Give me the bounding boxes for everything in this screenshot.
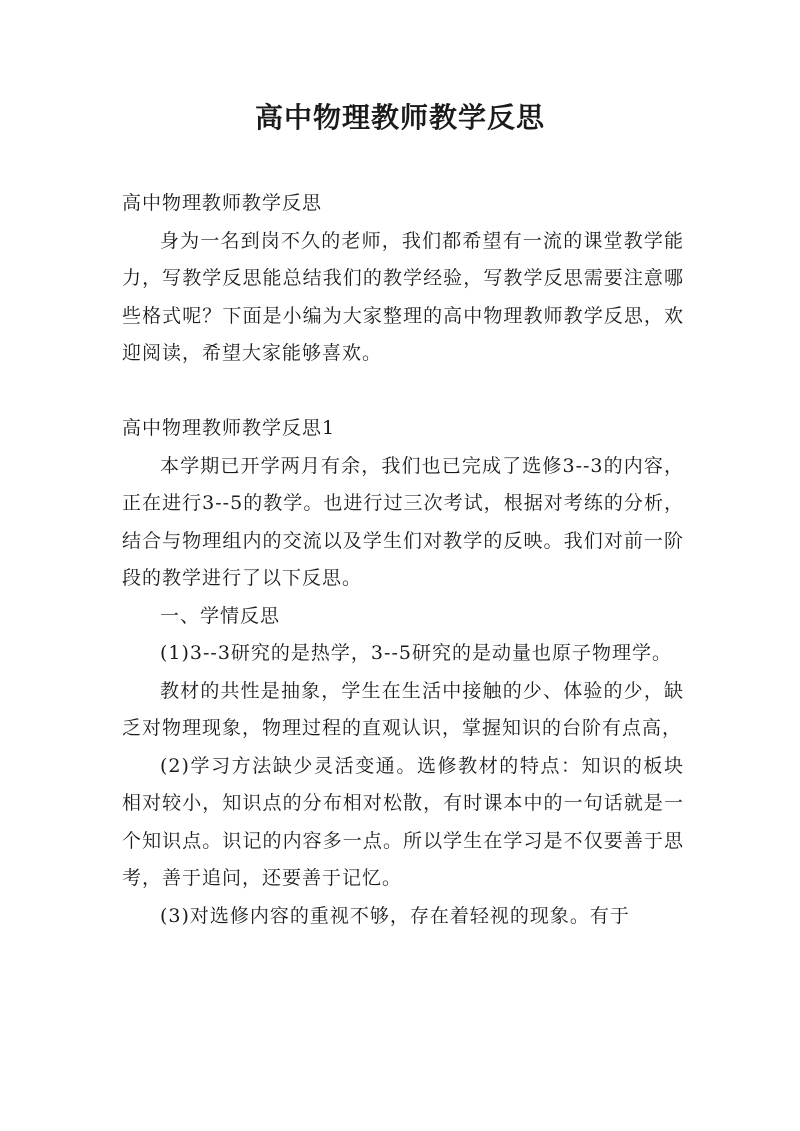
document-body bbox=[122, 185, 684, 935]
intro-heading: 高中物理教师教学反思 bbox=[122, 192, 323, 214]
paragraph-spacer bbox=[122, 373, 684, 411]
section1-paragraph: (1)3--3研究的是热学，3--5研究的是动量也原子物理学。 bbox=[160, 642, 672, 664]
section1-paragraph: (3)对选修内容的重视不够，存在着轻视的现象。有于 bbox=[160, 904, 630, 927]
document-title: 高中物理教师教学反思 bbox=[254, 101, 545, 134]
section1-heading: 高中物理教师教学反思1 bbox=[122, 417, 336, 439]
section1-paragraph: 教材的共性是抽象，学生在生活中接触的少、体验的少，缺乏对物理现象，物理过程的直观认识，掌握知识的台阶有点高， bbox=[122, 679, 684, 739]
subsection-heading: 一、学情反思 bbox=[160, 604, 281, 627]
intro-paragraph: 身为一名到岗不久的老师，我们都希望有一流的课堂教学能力，写教学反思能总结我们的教学经验，写教学反思需要注意哪些格式呢？下面是小编为大家整理的高中物理教师教学反思，欢迎阅读，希望大家能够喜欢。 bbox=[122, 229, 684, 364]
section1-paragraph: (2)学习方法缺少灵活变通。选修教材的特点：知识的板块相对较小，知识点的分布相对松散，有时课本中的一句话就是一个知识点。识记的内容多一点。所以学生在学习是不仅要善于思考，善于追问，还要善于记忆。 bbox=[122, 754, 684, 889]
section1-paragraph: 本学期已开学两月有余，我们也已完成了选修3--3的内容，正在进行3--5的教学。也进行过三次考试，根据对考练的分析，结合与物理组内的交流以及学生们对教学的反映。我们对前一阶段的教学进行了以下反思。 bbox=[122, 454, 684, 589]
